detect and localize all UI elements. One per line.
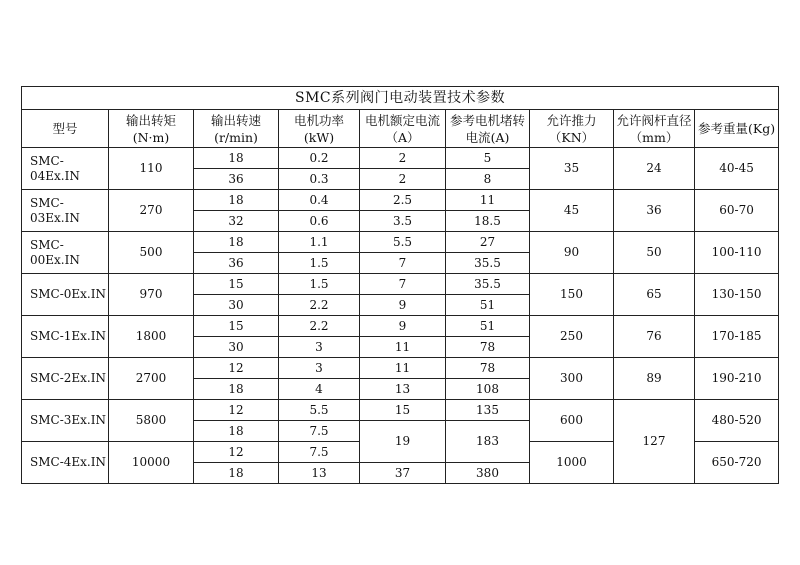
thrust-cell: 1000	[530, 442, 614, 484]
locked-current-cell: 183	[446, 421, 530, 463]
locked-current-cell: 380	[446, 463, 530, 484]
rated-current-cell: 2.5	[360, 190, 446, 211]
model-cell: SMC-1Ex.IN	[22, 316, 109, 358]
power-cell: 5.5	[279, 400, 360, 421]
locked-current-cell: 11	[446, 190, 530, 211]
header-power: 电机功率(kW)	[279, 110, 360, 148]
thrust-cell: 150	[530, 274, 614, 316]
weight-cell: 130-150	[695, 274, 779, 316]
speed-cell: 18	[194, 190, 279, 211]
speed-cell: 18	[194, 148, 279, 169]
speed-cell: 30	[194, 337, 279, 358]
rated-current-cell: 37	[360, 463, 446, 484]
rated-current-cell: 19	[360, 421, 446, 463]
rated-current-cell: 7	[360, 253, 446, 274]
rated-current-cell: 13	[360, 379, 446, 400]
thrust-cell: 250	[530, 316, 614, 358]
locked-current-cell: 18.5	[446, 211, 530, 232]
speed-cell: 12	[194, 400, 279, 421]
model-cell: SMC-04Ex.IN	[22, 148, 109, 190]
power-cell: 0.3	[279, 169, 360, 190]
stem-diameter-cell: 24	[614, 148, 695, 190]
speed-cell: 15	[194, 274, 279, 295]
weight-cell: 60-70	[695, 190, 779, 232]
rated-current-cell: 3.5	[360, 211, 446, 232]
torque-cell: 970	[109, 274, 194, 316]
header-speed: 输出转速(r/min)	[194, 110, 279, 148]
thrust-cell: 45	[530, 190, 614, 232]
locked-current-cell: 5	[446, 148, 530, 169]
speed-cell: 18	[194, 379, 279, 400]
weight-cell: 100-110	[695, 232, 779, 274]
thrust-cell: 300	[530, 358, 614, 400]
model-cell: SMC-3Ex.IN	[22, 400, 109, 442]
torque-cell: 270	[109, 190, 194, 232]
speed-cell: 36	[194, 253, 279, 274]
table-row	[22, 190, 779, 211]
model-cell: SMC-03Ex.IN	[22, 190, 109, 232]
torque-cell: 1800	[109, 316, 194, 358]
header-torque: 输出转矩(N·m)	[109, 110, 194, 148]
power-cell: 3	[279, 337, 360, 358]
power-cell: 7.5	[279, 442, 360, 463]
table-title: SMC系列阀门电动装置技术参数	[22, 87, 779, 110]
spec-table	[21, 86, 779, 484]
speed-cell: 18	[194, 463, 279, 484]
header-stem-diameter: 允许阀杆直径（mm）	[614, 110, 695, 148]
speed-cell: 18	[194, 421, 279, 442]
model-cell: SMC-00Ex.IN	[22, 232, 109, 274]
stem-diameter-cell: 127	[614, 400, 695, 484]
rated-current-cell: 15	[360, 400, 446, 421]
locked-current-cell: 51	[446, 295, 530, 316]
rated-current-cell: 11	[360, 337, 446, 358]
speed-cell: 30	[194, 295, 279, 316]
weight-cell: 40-45	[695, 148, 779, 190]
locked-current-cell: 135	[446, 400, 530, 421]
header-locked-current: 参考电机堵转电流(A)	[446, 110, 530, 148]
locked-current-cell: 51	[446, 316, 530, 337]
stem-diameter-cell: 89	[614, 358, 695, 400]
speed-cell: 32	[194, 211, 279, 232]
locked-current-cell: 8	[446, 169, 530, 190]
table-row	[22, 400, 779, 421]
speed-cell: 12	[194, 358, 279, 379]
header-thrust: 允许推力（KN）	[530, 110, 614, 148]
thrust-cell: 35	[530, 148, 614, 190]
rated-current-cell: 7	[360, 274, 446, 295]
rated-current-cell: 2	[360, 169, 446, 190]
locked-current-cell: 35.5	[446, 274, 530, 295]
stem-diameter-cell: 50	[614, 232, 695, 274]
rated-current-cell: 9	[360, 316, 446, 337]
power-cell: 7.5	[279, 421, 360, 442]
locked-current-cell: 108	[446, 379, 530, 400]
table-row	[22, 232, 779, 253]
rated-current-cell: 11	[360, 358, 446, 379]
power-cell: 0.2	[279, 148, 360, 169]
power-cell: 1.5	[279, 253, 360, 274]
torque-cell: 500	[109, 232, 194, 274]
power-cell: 13	[279, 463, 360, 484]
power-cell: 1.5	[279, 274, 360, 295]
locked-current-cell: 78	[446, 337, 530, 358]
weight-cell: 190-210	[695, 358, 779, 400]
header-weight: 参考重量(Kg)	[695, 110, 779, 148]
torque-cell: 2700	[109, 358, 194, 400]
locked-current-cell: 35.5	[446, 253, 530, 274]
stem-diameter-cell: 65	[614, 274, 695, 316]
thrust-cell: 90	[530, 232, 614, 274]
torque-cell: 5800	[109, 400, 194, 442]
table-row	[22, 358, 779, 379]
locked-current-cell: 27	[446, 232, 530, 253]
model-cell: SMC-0Ex.IN	[22, 274, 109, 316]
power-cell: 0.4	[279, 190, 360, 211]
table-row	[22, 148, 779, 169]
power-cell: 0.6	[279, 211, 360, 232]
stem-diameter-cell: 76	[614, 316, 695, 358]
weight-cell: 170-185	[695, 316, 779, 358]
power-cell: 2.2	[279, 295, 360, 316]
header-model: 型号	[22, 110, 109, 148]
power-cell: 4	[279, 379, 360, 400]
speed-cell: 18	[194, 232, 279, 253]
model-cell: SMC-2Ex.IN	[22, 358, 109, 400]
power-cell: 1.1	[279, 232, 360, 253]
locked-current-cell: 78	[446, 358, 530, 379]
weight-cell: 650-720	[695, 442, 779, 484]
table-row	[22, 274, 779, 295]
rated-current-cell: 9	[360, 295, 446, 316]
model-cell: SMC-4Ex.IN	[22, 442, 109, 484]
torque-cell: 10000	[109, 442, 194, 484]
power-cell: 2.2	[279, 316, 360, 337]
speed-cell: 12	[194, 442, 279, 463]
speed-cell: 15	[194, 316, 279, 337]
rated-current-cell: 2	[360, 148, 446, 169]
speed-cell: 36	[194, 169, 279, 190]
thrust-cell: 600	[530, 400, 614, 442]
torque-cell: 110	[109, 148, 194, 190]
power-cell: 3	[279, 358, 360, 379]
header-rated-current: 电机额定电流（A）	[360, 110, 446, 148]
stem-diameter-cell: 36	[614, 190, 695, 232]
weight-cell: 480-520	[695, 400, 779, 442]
table-row	[22, 316, 779, 337]
rated-current-cell: 5.5	[360, 232, 446, 253]
